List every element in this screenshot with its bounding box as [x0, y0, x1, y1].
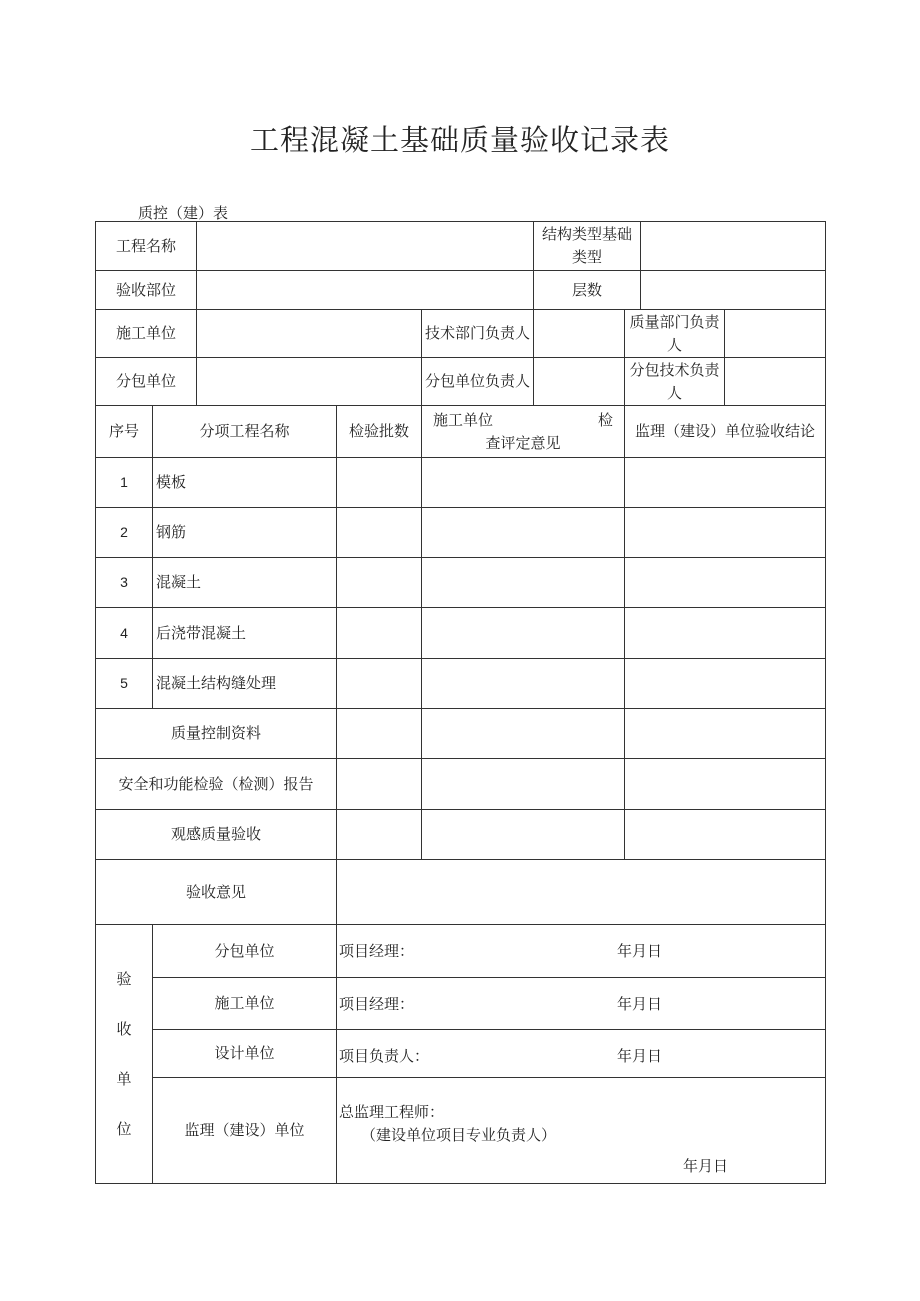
label-acceptance-part: 验收部位: [96, 271, 197, 310]
header-row-part: [96, 271, 826, 310]
label-structure-type: 结构类型基础类型: [534, 222, 641, 271]
acceptance-unit: 设计单位: [153, 1030, 337, 1078]
label-opinion: 验收意见: [96, 860, 337, 925]
quality-docs-batches[interactable]: [337, 709, 422, 759]
table-row: [96, 608, 826, 659]
safety-report-supervisor[interactable]: [625, 759, 826, 810]
acceptance-char: 位: [116, 1120, 132, 1138]
col-contractor-opinion: [422, 406, 625, 458]
sign-date: 年月日: [683, 1157, 729, 1175]
label-tech-dept-head: 技术部门负责人: [422, 310, 534, 358]
sign-date: 年月日: [617, 1047, 663, 1065]
acceptance-row-construction: [96, 978, 826, 1030]
supervisor-signer-note: （建设单位项目专业负责人）: [361, 1126, 557, 1144]
signer-label: 项目经理：: [339, 942, 415, 960]
item-batches[interactable]: [337, 458, 422, 508]
signer-label: 项目经理：: [339, 995, 415, 1013]
sign-date: 年月日: [617, 995, 663, 1013]
acceptance-char: 验: [116, 970, 132, 988]
field-acceptance-part[interactable]: [197, 271, 534, 310]
col-supervisor-opinion: 监理（建设）单位验收结论: [625, 406, 826, 458]
field-opinion[interactable]: [337, 860, 826, 925]
item-name: 混凝土结构缝处理: [153, 659, 337, 709]
acceptance-sign-cell[interactable]: [337, 1030, 826, 1078]
col-batches: 检验批数: [337, 406, 422, 458]
item-contractor-opinion[interactable]: [422, 508, 625, 558]
field-subcontract-unit[interactable]: [197, 358, 422, 406]
quality-docs-row: [96, 709, 826, 759]
item-contractor-opinion[interactable]: [422, 558, 625, 608]
appearance-contractor[interactable]: [422, 810, 625, 860]
item-name: 混凝土: [153, 558, 337, 608]
label-safety-report: 安全和功能检验（检测）报告: [96, 759, 337, 810]
acceptance-row-supervisor: [96, 1078, 826, 1184]
label-quality-dept-head: 质量部门负责人: [625, 310, 725, 358]
item-supervisor-opinion[interactable]: [625, 608, 826, 659]
table-row: [96, 458, 826, 508]
item-contractor-opinion[interactable]: [422, 659, 625, 709]
field-subcontract-tech-head[interactable]: [725, 358, 826, 406]
item-supervisor-opinion[interactable]: [625, 508, 826, 558]
label-floors: 层数: [534, 271, 641, 310]
field-tech-dept-head[interactable]: [534, 310, 625, 358]
appearance-batches[interactable]: [337, 810, 422, 860]
field-construction-unit[interactable]: [197, 310, 422, 358]
col-contractor-opinion-line1: 施工单位: [433, 410, 494, 429]
item-supervisor-opinion[interactable]: [625, 558, 826, 608]
field-floors[interactable]: [641, 271, 826, 310]
safety-report-batches[interactable]: [337, 759, 422, 810]
supervisor-signer-label: 总监理工程师：: [339, 1103, 445, 1121]
sign-date: 年月日: [617, 942, 663, 960]
label-subcontract-unit: 分包单位: [96, 358, 197, 406]
label-project-name: 工程名称: [96, 222, 197, 271]
acceptance-unit: 监理（建设）单位: [153, 1078, 337, 1184]
label-construction-unit: 施工单位: [96, 310, 197, 358]
acceptance-char: 收: [116, 1020, 132, 1038]
field-project-name[interactable]: [197, 222, 534, 271]
label-subcontract-head: 分包单位负责人: [422, 358, 534, 406]
table-row: [96, 508, 826, 558]
col-contractor-opinion-line3: 查评定意见: [485, 433, 561, 452]
form-code: 质控（建）表: [138, 204, 229, 222]
col-item-name: 分项工程名称: [153, 406, 337, 458]
col-no: 序号: [96, 406, 153, 458]
acceptance-group-label: [96, 925, 153, 1184]
item-supervisor-opinion[interactable]: [625, 659, 826, 709]
field-quality-dept-head[interactable]: [725, 310, 826, 358]
acceptance-table: [95, 221, 826, 1184]
column-header-row: [96, 406, 826, 458]
opinion-row: [96, 860, 826, 925]
item-contractor-opinion[interactable]: [422, 608, 625, 659]
quality-docs-contractor[interactable]: [422, 709, 625, 759]
field-structure-type[interactable]: [641, 222, 826, 271]
acceptance-row-design: [96, 1030, 826, 1078]
item-name: 后浇带混凝土: [153, 608, 337, 659]
col-contractor-opinion-line2: 检: [598, 410, 614, 429]
item-supervisor-opinion[interactable]: [625, 458, 826, 508]
table-row: [96, 659, 826, 709]
label-quality-docs: 质量控制资料: [96, 709, 337, 759]
page-title: 工程混凝土基础质量验收记录表: [249, 123, 670, 157]
field-subcontract-head[interactable]: [534, 358, 625, 406]
item-no: 2: [96, 508, 153, 558]
item-name: 钢筋: [153, 508, 337, 558]
item-batches[interactable]: [337, 659, 422, 709]
quality-docs-supervisor[interactable]: [625, 709, 826, 759]
acceptance-char: 单: [116, 1070, 132, 1088]
item-batches[interactable]: [337, 558, 422, 608]
appearance-supervisor[interactable]: [625, 810, 826, 860]
item-contractor-opinion[interactable]: [422, 458, 625, 508]
acceptance-sign-cell[interactable]: [337, 978, 826, 1030]
label-subcontract-tech-head: 分包技术负责人: [625, 358, 725, 406]
acceptance-unit: 施工单位: [153, 978, 337, 1030]
acceptance-sign-cell[interactable]: [337, 925, 826, 978]
safety-report-row: [96, 759, 826, 810]
item-no: 1: [96, 458, 153, 508]
supervisor-sign-cell[interactable]: [337, 1078, 826, 1184]
header-row-project: [96, 222, 826, 271]
appearance-row: [96, 810, 826, 860]
label-appearance: 观感质量验收: [96, 810, 337, 860]
table-row: [96, 558, 826, 608]
header-row-construction: [96, 310, 826, 358]
safety-report-contractor[interactable]: [422, 759, 625, 810]
acceptance-row-subcontract: [96, 925, 826, 978]
item-batches[interactable]: [337, 508, 422, 558]
header-row-subcontract: [96, 358, 826, 406]
item-no: 3: [96, 558, 153, 608]
signer-label: 项目负责人：: [339, 1047, 430, 1065]
item-batches[interactable]: [337, 608, 422, 659]
item-name: 模板: [153, 458, 337, 508]
item-no: 5: [96, 659, 153, 709]
acceptance-unit: 分包单位: [153, 925, 337, 978]
item-no: 4: [96, 608, 153, 659]
